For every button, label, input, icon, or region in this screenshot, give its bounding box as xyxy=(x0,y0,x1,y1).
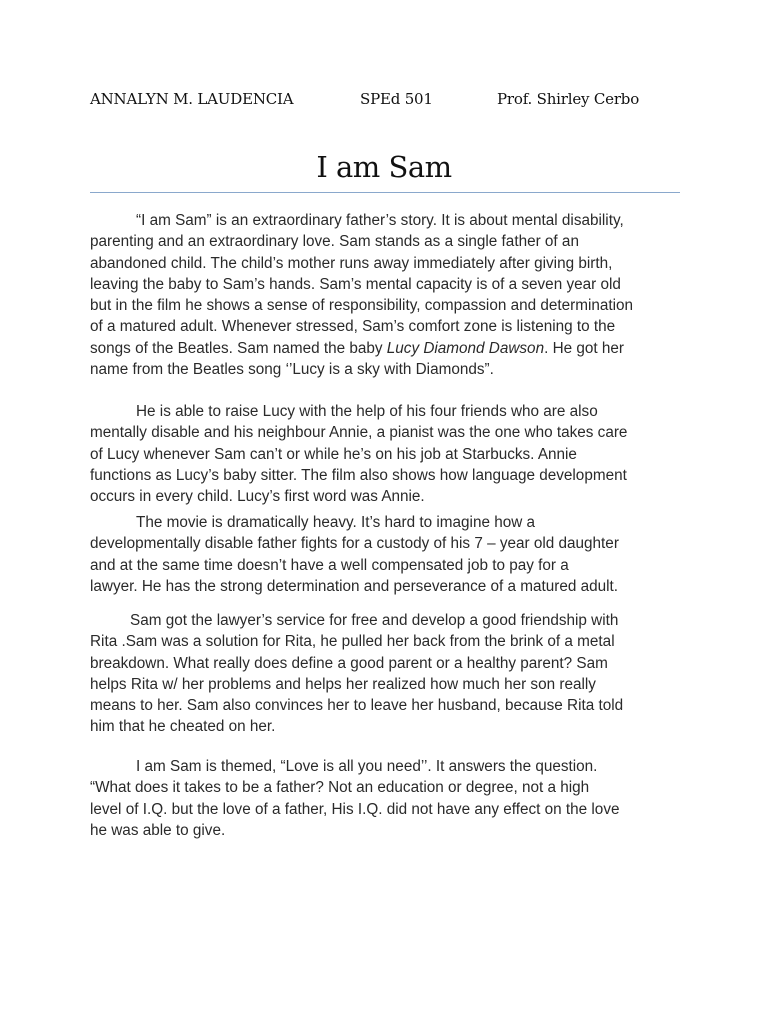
text-line: functions as Lucy’s baby sitter. The film also shows how language development xyxy=(90,466,627,484)
title-divider xyxy=(90,192,680,193)
paragraph-3 xyxy=(90,512,690,597)
text-line: but in the film he shows a sense of responsibility, compassion and determination xyxy=(90,297,634,315)
text-line: “I am Sam” is an extraordinary father’s story. It is about mental disability, xyxy=(136,212,624,229)
author-name: ANNALYN M. LAUDENCIA xyxy=(90,90,294,108)
text-line-with-italic xyxy=(90,338,690,359)
text-line: Rita .Sam was a solution for Rita, he pulled her back from the brink of a metal xyxy=(90,633,615,651)
text-segment: songs of the Beatles. Sam named the baby xyxy=(90,339,387,357)
text-line: level of I.Q. but the love of a father, His I.Q. did not have any effect on the love xyxy=(90,800,620,818)
text-line: of a matured adult. Whenever stressed, Sam’s comfort zone is listening to the xyxy=(90,318,616,336)
text-line: lawyer. He has the strong determination and perseverance of a matured adult. xyxy=(90,577,619,595)
paragraph-4 xyxy=(90,610,690,738)
text-line: abandoned child. The child’s mother runs away immediately after giving birth, xyxy=(90,254,613,272)
text-line: breakdown. What really does define a good parent or a healthy parent? Sam xyxy=(90,654,608,672)
document-title: I am Sam xyxy=(316,150,452,184)
text-line: and at the same time doesn’t have a well compensated job to pay for a xyxy=(90,556,569,574)
text-line: Sam got the lawyer’s service for free and develop a good friendship with xyxy=(130,612,619,629)
text-line: of Lucy whenever Sam can’t or while he’s on his job at Starbucks. Annie xyxy=(90,445,577,463)
text-line: leaving the baby to Sam’s hands. Sam’s mental capacity is of a seven year old xyxy=(90,275,621,293)
paragraph-2 xyxy=(90,401,690,507)
text-line: helps Rita w/ her problems and helps her realized how much her son really xyxy=(90,675,596,693)
text-line: name from the Beatles song ‘’Lucy is a sky with Diamonds”. xyxy=(90,361,494,379)
text-line: I am Sam is themed, “Love is all you need’’. It answers the question. xyxy=(136,758,598,775)
text-line: The movie is dramatically heavy. It’s hard to imagine how a xyxy=(136,514,536,531)
text-line: him that he cheated on her. xyxy=(90,718,276,736)
professor-name: Prof. Shirley Cerbo xyxy=(497,90,640,108)
paragraph-5 xyxy=(90,756,690,841)
text-line: means to her. Sam also convinces her to leave her husband, because Rita told xyxy=(90,697,624,715)
text-line: “What does it takes to be a father? Not an education or degree, not a high xyxy=(90,779,590,797)
text-line: mentally disable and his neighbour Annie, a pianist was the one who takes care xyxy=(90,424,628,442)
text-line: he was able to give. xyxy=(90,821,226,839)
baby-name: Lucy Diamond Dawson xyxy=(386,339,545,357)
paragraph-1 xyxy=(90,210,690,380)
course-code: SPEd 501 xyxy=(360,90,433,108)
text-line: occurs in every child. Lucy’s first word was Annie. xyxy=(90,488,425,506)
text-line: He is able to raise Lucy with the help of his four friends who are also xyxy=(136,403,598,420)
text-line: developmentally disable father fights for a custody of his 7 – year old daughter xyxy=(90,535,619,553)
text-segment: . He got her xyxy=(544,339,625,357)
text-line: parenting and an extraordinary love. Sam stands as a single father of an xyxy=(90,233,579,251)
